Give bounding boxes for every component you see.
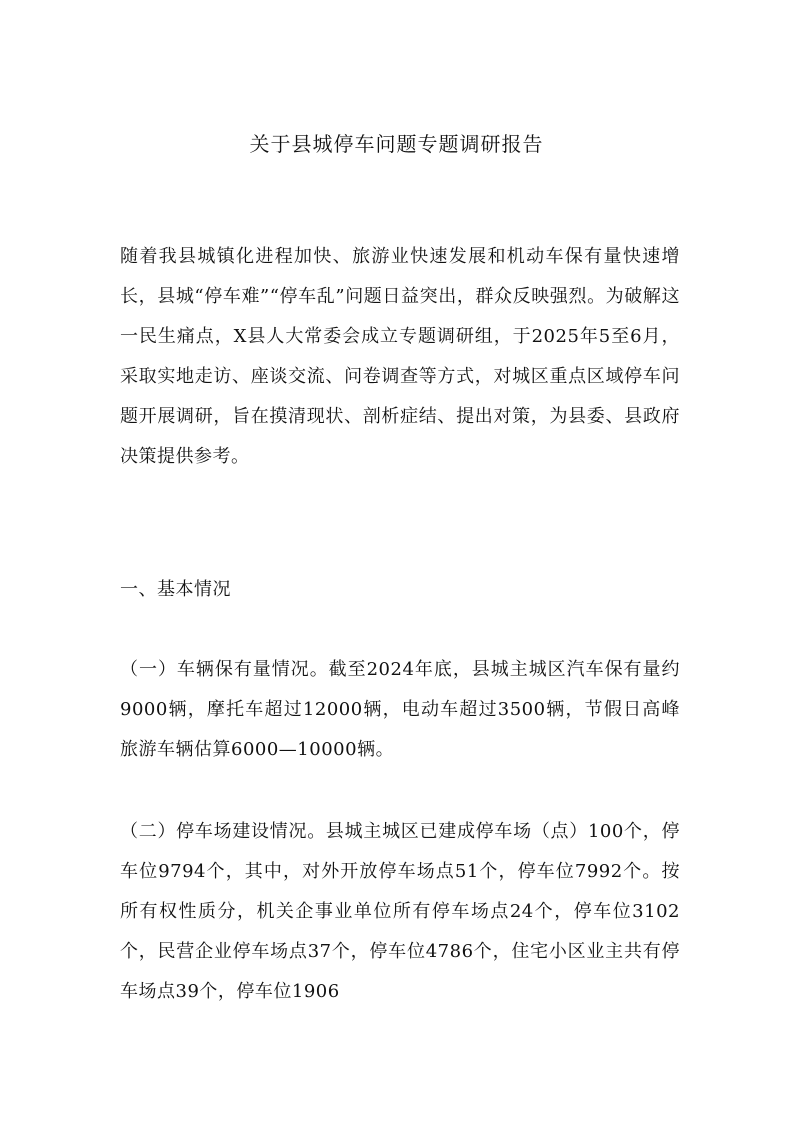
document-title: 关于县城停车问题专题调研报告: [249, 132, 544, 156]
intro-paragraph: 随着我县城镇化进程加快、旅游业快速发展和机动车保有量快速增长，县城“停车难”“停车乱”问题日益突出，群众反映强烈。为破解这一民生痛点，X县人大常委会成立专题调研组，于2025年5至6月，采取实地走访、座谈交流、问卷调查等方式，对城区重点区域停车问题开展调研，旨在摸清现状、剖析症结、提出对策，为县委、县政府决策提供参考。: [120, 246, 680, 467]
parking-paragraph: （二）停车场建设情况。县城主城区已建成停车场（点）100个，停车位9794个，其中，对外开放停车场点51个，停车位7992个。按所有权性质分，机关企事业单位所有停车场点24个，停车位3102个，民营企业停车场点37个，停车位4786个，住宅小区业主共有停车场点39个，停车位1906: [120, 821, 680, 1002]
vehicles-paragraph: （一）车辆保有量情况。截至2024年底，县城主城区汽车保有量约9000辆，摩托车超过12000辆，电动车超过3500辆，节假日高峰旅游车辆估算6000—10000辆。: [120, 659, 680, 760]
section-heading: 一、基本情况: [120, 579, 231, 600]
